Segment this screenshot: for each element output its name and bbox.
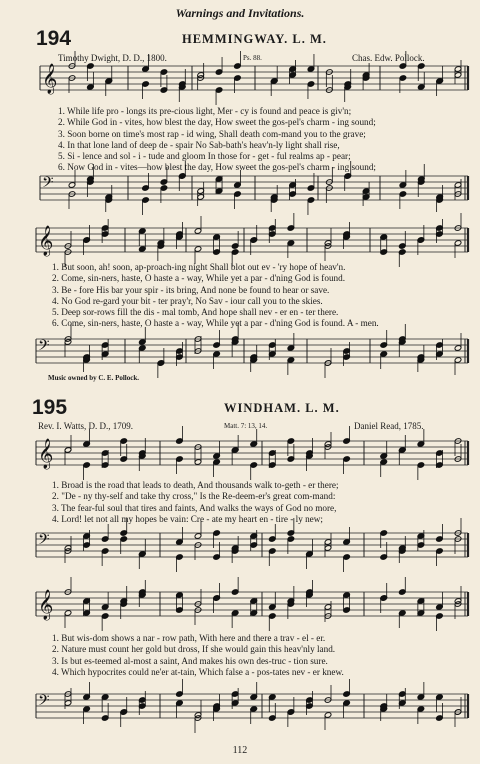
verse-line: 6. Now God in - vites—how blest the day, How sweet the gos-pel's charm - ing sound; [58, 162, 376, 173]
verse-line: 3. The fear-ful soul that tires and faints, And walks the ways of God no more, [52, 502, 337, 513]
hymn-195-verses-second-half [52, 633, 344, 678]
verse-line: 4. Lord! let not all my hopes be vain: Cre - ate my heart en - tire - ly new; [52, 513, 323, 524]
verse-line: 4. In that lone land of deep de - spair No Sab-bath's heav'n-ly light shall rise, [58, 139, 340, 150]
verse-line: 1. Broad is the road that leads to death, And thousands walk to-geth - er there; [52, 480, 339, 490]
verse-line: 6. Come, sin-ners, haste, O haste a - way, While yet a par - d'ning God is found. A - men. [52, 318, 379, 329]
hymn-194-copyright: Music owned by C. E. Pollock. [48, 374, 140, 382]
hymn-195-number: 195 [32, 396, 68, 419]
treble-clef: 𝄞 [38, 226, 54, 256]
treble-clef: 𝄞 [38, 439, 54, 469]
verse-line: 1. While life pro - longs its pre-cious light, Mer - cy is found and peace is giv'n; [58, 106, 352, 116]
hymn-194-author: Timothy Dwight, D. D., 1800. [58, 53, 167, 63]
page-number: 112 [232, 745, 248, 756]
hymn-195-reference: Matt. 7: 13, 14. [224, 422, 268, 430]
treble-clef: 𝄞 [42, 64, 58, 94]
verse-line: 3. Soon borne on time's most rap - id wing, Shall death com-mand you to the grave; [58, 128, 366, 139]
verse-line: 3. Is but es-teemed al-most a saint, And makes his own des-truc - tion sure. [52, 655, 328, 666]
verse-line: 5. Si - lence and sol - i - tude and gloom In those for - get - ful realms ap - pear; [58, 151, 351, 162]
hymn-195-tune: WINDHAM. L. M. [224, 401, 340, 415]
verse-line: 4. Which hypocrites could ne'er at-tain, Which false a - pos-tates nev - er knew. [52, 666, 344, 677]
hymn-194-reference: Ps. 88. [243, 54, 262, 62]
hymn-194-verses-first-half [58, 106, 376, 174]
page-header: Warnings and Invitations. [175, 6, 305, 20]
verse-line: 3. Be - fore His bar your spir - its bring, And none be found to hear or save. [52, 284, 330, 295]
verse-line: 2. "De - ny thy-self and take thy cross," Is the Re-deem-er's great com-mand: [52, 491, 336, 502]
bass-clef: 𝄢 [38, 692, 50, 713]
treble-clef: 𝄞 [38, 590, 54, 620]
hymn-195-verses-first-half [52, 480, 339, 525]
verse-line: 2. Nature must count her gold but dross, If she would gain this heav'nly land. [52, 644, 336, 655]
hymn-194-verses-second-half [52, 262, 379, 330]
bass-clef: 𝄢 [38, 337, 50, 358]
bass-clef: 𝄢 [42, 174, 54, 195]
verse-line: 2. Come, sin-ners, haste, O haste a - way, While yet a par - d'ning God is found. [52, 273, 346, 284]
verse-line: 5. Deep sor-rows fill the dis - mal tomb, And hope shall nev - er en - ter there. [52, 307, 339, 318]
hymn-195-author: Rev. I. Watts, D. D., 1709. [38, 421, 134, 431]
bass-clef: 𝄢 [38, 531, 50, 552]
hymn-195-composer: Daniel Read, 1785. [354, 421, 424, 431]
verse-line: 1. But wis-dom shows a nar - row path, With here and there a trav - el - er. [52, 633, 326, 643]
hymn-194-composer: Chas. Edw. Pollock. [352, 53, 425, 63]
verse-line: 2. While God in - vites, how blest the day, How sweet the gos-pel's charm - ing sound; [58, 117, 376, 128]
hymn-194-number: 194 [36, 27, 72, 50]
verse-line: 4. No God re-gard your bit - ter pray'r, No Sav - iour call you to the skies. [52, 295, 323, 306]
hymn-194-tune: HEMMINGWAY. L. M. [182, 32, 327, 46]
verse-line: 1. But soon, ah! soon, ap-proach-ing night Shall blot out ev - 'ry hope of heav'n. [52, 262, 346, 272]
